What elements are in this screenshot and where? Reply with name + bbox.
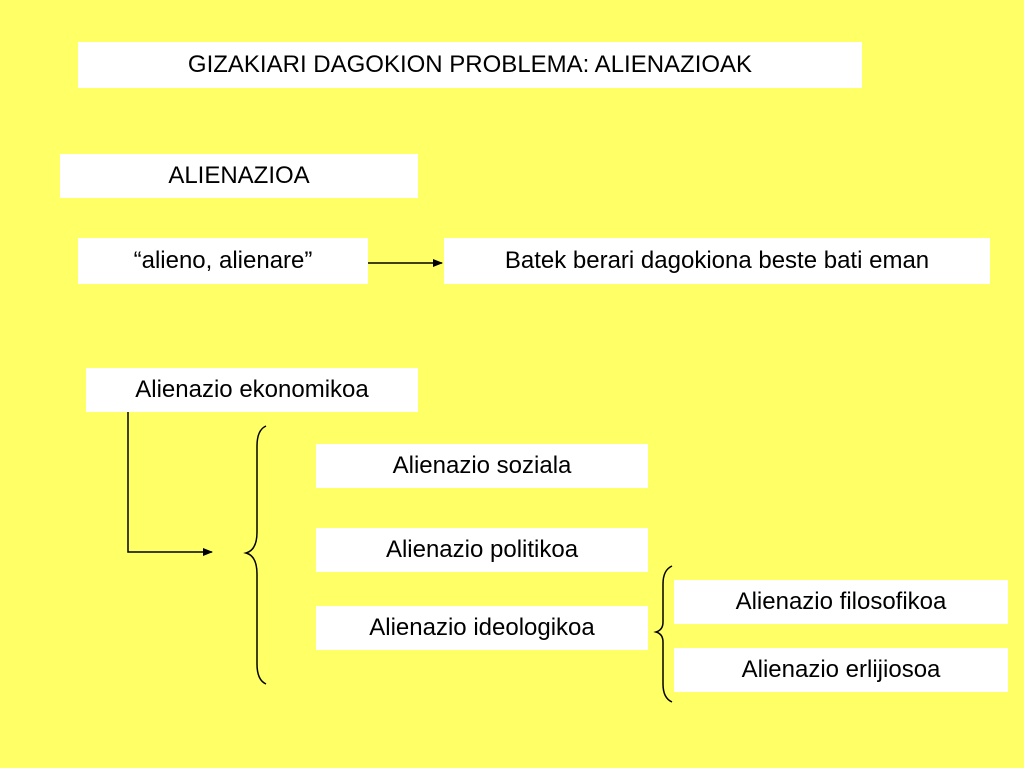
page-title: GIZAKIARI DAGOKION PROBLEMA: ALIENAZIOAK — [78, 42, 862, 88]
concept-heading: ALIENAZIOA — [60, 154, 418, 198]
philosophical-alienation-box: Alienazio filosofikoa — [674, 580, 1008, 624]
etymology-box: “alieno, alienare” — [78, 238, 368, 284]
definition-box: Batek berari dagokiona beste bati eman — [444, 238, 990, 284]
religious-alienation-box: Alienazio erlijiosoa — [674, 648, 1008, 692]
ekonomikoa-to-types-arrow — [128, 412, 212, 552]
derived-types-brace — [246, 426, 266, 684]
political-alienation-box: Alienazio politikoa — [316, 528, 648, 572]
social-alienation-box: Alienazio soziala — [316, 444, 648, 488]
economic-alienation-box: Alienazio ekonomikoa — [86, 368, 418, 412]
ideological-subtypes-brace — [656, 566, 672, 702]
ideological-alienation-box: Alienazio ideologikoa — [316, 606, 648, 650]
